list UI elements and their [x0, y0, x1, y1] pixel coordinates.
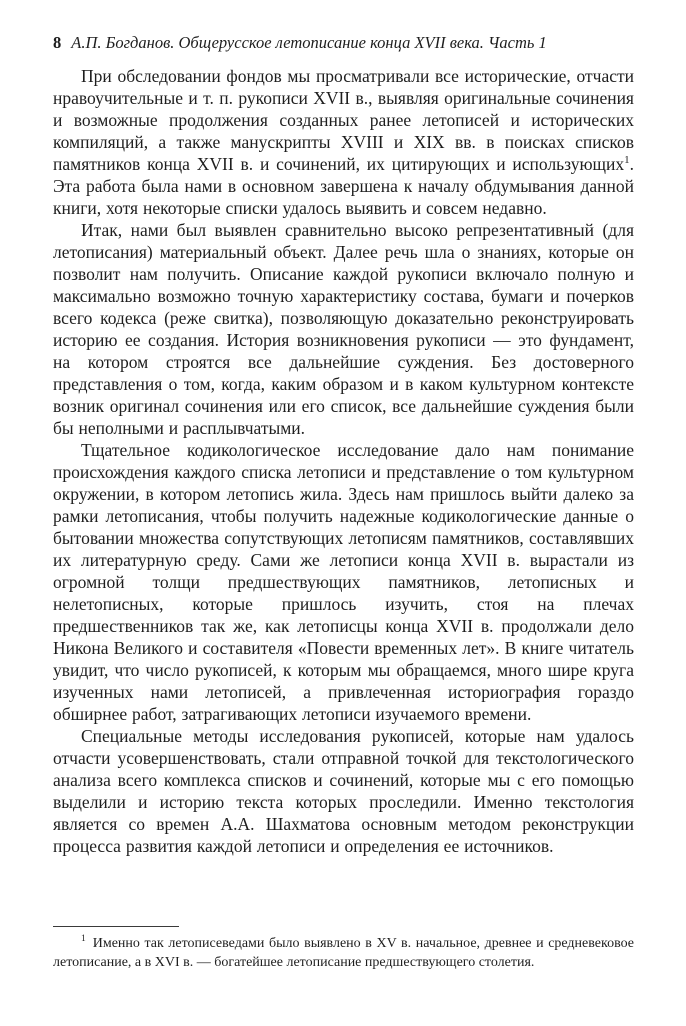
paragraph-1 — [53, 65, 634, 219]
page-body — [53, 65, 634, 857]
footnote-ref-marker: 1 — [624, 154, 630, 167]
running-title: А.П. Богданов. Общерусское летописание конца XVII века. Часть 1 — [71, 33, 547, 52]
paragraph-4: Специальные методы исследования рукописей, которые нам удалось отчасти усовершенствовать, стали отправной точкой для текстологического анализа всего комплекса списков и сочинений, которые мы с его помощью выделили и историю текста которых проследили. Именно текстология является со времен А.А. Шахматова основным методом реконструкции процесса развития каждой летописи и определения ее источников. — [53, 726, 634, 856]
footnote — [53, 934, 634, 972]
paragraph-3: Тщательное кодикологическое исследование дало нам понимание происхождения каждого списка летописи и представление о том культурном окружении, в котором летопись жила. Здесь нам пришлось выйти далеко за рамки летописания, чтобы получить надежные кодикологические данные о бытовании множества сопутствующих летописям памятников, составлявших их литературную среду. Сами же летописи конца XVII в. вырастали из огромной толщи предшествующих памятников, летописных и нелетописных, которые пришлось изучить, стоя на плечах предшественников так же, как летописцы конца XVII в. продолжали дело Никона Великого и составителя «Повести временных лет». В книге читатель увидит, что число рукописей, к которым мы обращаемся, много шире круга изученных нами летописей, а привлеченная историография гораздо обширнее работ, затрагивающих летописи изучаемого времени. — [53, 440, 634, 724]
paragraph-2: Итак, нами был выявлен сравнительно высоко репрезентативный (для летописания) материальный объект. Далее речь шла о знаниях, которые он позволит нам получить. Описание каждой рукописи включало полную и максимально возможно точную характеристику состава, бумаги и почерков всего кодекса (реже свитка), позволяющую доказательно реконструировать историю ее создания. История возникновения рукописи — это фундамент, на котором строятся все дальнейшие суждения. Без достоверного представления о том, когда, каким образом и в каком культурном контексте возник оригинал сочинения или его список, все дальнейшие суждения были бы неполными и расплывчатыми. — [53, 220, 634, 438]
footnote-area — [53, 926, 634, 972]
footnote-marker: 1 — [81, 934, 86, 945]
footnote-text: Именно так летописеведами было выявлено в XV в. начальное, древнее и средневековое летописание, а в XVI в. — богатейшее летописание предшествующего столетия. — [53, 936, 634, 970]
paragraph-1-continuation: . Эта работа была нами в основном завершена к началу обдумывания данной книги, хотя некоторые списки удалось выявить и совсем недавно. — [53, 154, 634, 218]
page-number: 8 — [53, 33, 62, 52]
footnote-separator — [53, 926, 179, 927]
page-header — [53, 34, 634, 52]
paragraph-1-text: При обследовании фондов мы просматривали все исторические, отчасти нравоучительные и т. п. рукописи XVII в., выявляя оригинальные сочинения и возможные продолжения созданных ранее летописей и исторических компиляций, а также манускрипты XVIII и XIX вв. в поисках списков памятников конца XVII в. и сочинений, их цитирующих и использующих — [53, 66, 634, 174]
